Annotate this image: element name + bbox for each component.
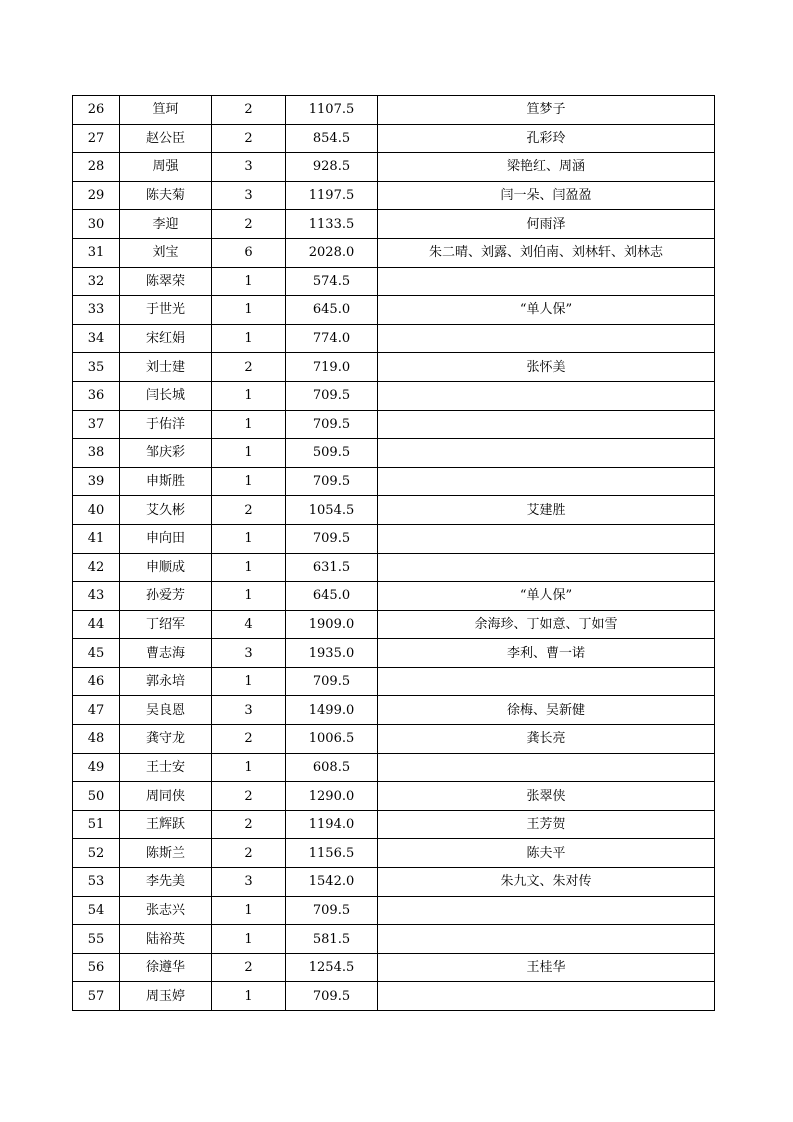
row-number-cell: 37 bbox=[73, 410, 120, 439]
head-name-cell: 于世光 bbox=[120, 296, 212, 325]
amount-cell: 2028.0 bbox=[286, 238, 378, 267]
head-name-cell: 刘宝 bbox=[120, 238, 212, 267]
table-row bbox=[73, 238, 715, 267]
head-name-cell: 曹志海 bbox=[120, 639, 212, 668]
member-count-cell: 3 bbox=[212, 696, 286, 725]
member-count-cell: 1 bbox=[212, 324, 286, 353]
row-number-cell: 30 bbox=[73, 210, 120, 239]
row-number-cell: 43 bbox=[73, 582, 120, 611]
member-count-cell: 1 bbox=[212, 381, 286, 410]
row-number-cell: 34 bbox=[73, 324, 120, 353]
row-number-cell: 55 bbox=[73, 925, 120, 954]
row-number-cell: 39 bbox=[73, 467, 120, 496]
family-members-cell: 陈夫平 bbox=[378, 839, 715, 868]
row-number-cell: 32 bbox=[73, 267, 120, 296]
member-count-cell: 3 bbox=[212, 181, 286, 210]
table-row bbox=[73, 410, 715, 439]
family-members-cell: 张翠侠 bbox=[378, 782, 715, 811]
table-row bbox=[73, 696, 715, 725]
head-name-cell: 申顺成 bbox=[120, 553, 212, 582]
amount-cell: 509.5 bbox=[286, 439, 378, 468]
family-members-cell bbox=[378, 381, 715, 410]
amount-cell: 854.5 bbox=[286, 124, 378, 153]
member-count-cell: 1 bbox=[212, 439, 286, 468]
member-count-cell: 4 bbox=[212, 610, 286, 639]
table-row bbox=[73, 467, 715, 496]
table-row bbox=[73, 124, 715, 153]
member-count-cell: 2 bbox=[212, 839, 286, 868]
household-table bbox=[72, 95, 715, 1011]
family-members-cell bbox=[378, 267, 715, 296]
family-members-cell bbox=[378, 439, 715, 468]
amount-cell: 574.5 bbox=[286, 267, 378, 296]
table-row bbox=[73, 667, 715, 696]
row-number-cell: 31 bbox=[73, 238, 120, 267]
family-members-cell bbox=[378, 982, 715, 1011]
row-number-cell: 33 bbox=[73, 296, 120, 325]
head-name-cell: 郭永培 bbox=[120, 667, 212, 696]
member-count-cell: 1 bbox=[212, 467, 286, 496]
head-name-cell: 吴良恩 bbox=[120, 696, 212, 725]
head-name-cell: 笪珂 bbox=[120, 96, 212, 125]
family-members-cell: 龚长亮 bbox=[378, 725, 715, 754]
head-name-cell: 申向田 bbox=[120, 524, 212, 553]
amount-cell: 709.5 bbox=[286, 896, 378, 925]
row-number-cell: 50 bbox=[73, 782, 120, 811]
head-name-cell: 宋红娟 bbox=[120, 324, 212, 353]
amount-cell: 1935.0 bbox=[286, 639, 378, 668]
amount-cell: 1194.0 bbox=[286, 810, 378, 839]
family-members-cell: 王桂华 bbox=[378, 953, 715, 982]
head-name-cell: 陈夫菊 bbox=[120, 181, 212, 210]
head-name-cell: 陈斯兰 bbox=[120, 839, 212, 868]
table-row bbox=[73, 181, 715, 210]
head-name-cell: 王士安 bbox=[120, 753, 212, 782]
amount-cell: 645.0 bbox=[286, 582, 378, 611]
family-members-cell bbox=[378, 753, 715, 782]
head-name-cell: 陈翠荣 bbox=[120, 267, 212, 296]
row-number-cell: 54 bbox=[73, 896, 120, 925]
amount-cell: 1133.5 bbox=[286, 210, 378, 239]
member-count-cell: 1 bbox=[212, 267, 286, 296]
family-members-cell bbox=[378, 467, 715, 496]
amount-cell: 1909.0 bbox=[286, 610, 378, 639]
family-members-cell: 闫一朵、闫盈盈 bbox=[378, 181, 715, 210]
family-members-cell: 梁艳红、周涵 bbox=[378, 153, 715, 182]
head-name-cell: 赵公臣 bbox=[120, 124, 212, 153]
member-count-cell: 1 bbox=[212, 925, 286, 954]
household-table-body bbox=[73, 96, 715, 1011]
row-number-cell: 38 bbox=[73, 439, 120, 468]
amount-cell: 709.5 bbox=[286, 667, 378, 696]
member-count-cell: 2 bbox=[212, 810, 286, 839]
member-count-cell: 2 bbox=[212, 953, 286, 982]
row-number-cell: 27 bbox=[73, 124, 120, 153]
amount-cell: 709.5 bbox=[286, 381, 378, 410]
amount-cell: 1156.5 bbox=[286, 839, 378, 868]
family-members-cell bbox=[378, 553, 715, 582]
row-number-cell: 36 bbox=[73, 381, 120, 410]
member-count-cell: 2 bbox=[212, 210, 286, 239]
member-count-cell: 3 bbox=[212, 868, 286, 897]
table-row bbox=[73, 210, 715, 239]
head-name-cell: 周同侠 bbox=[120, 782, 212, 811]
head-name-cell: 龚守龙 bbox=[120, 725, 212, 754]
family-members-cell: “单人保” bbox=[378, 296, 715, 325]
amount-cell: 709.5 bbox=[286, 410, 378, 439]
member-count-cell: 1 bbox=[212, 410, 286, 439]
amount-cell: 1197.5 bbox=[286, 181, 378, 210]
member-count-cell: 1 bbox=[212, 982, 286, 1011]
table-row bbox=[73, 725, 715, 754]
family-members-cell: 余海珍、丁如意、丁如雪 bbox=[378, 610, 715, 639]
member-count-cell: 2 bbox=[212, 353, 286, 382]
member-count-cell: 3 bbox=[212, 153, 286, 182]
head-name-cell: 申斯胜 bbox=[120, 467, 212, 496]
table-row bbox=[73, 582, 715, 611]
amount-cell: 928.5 bbox=[286, 153, 378, 182]
family-members-cell bbox=[378, 896, 715, 925]
member-count-cell: 2 bbox=[212, 96, 286, 125]
amount-cell: 645.0 bbox=[286, 296, 378, 325]
member-count-cell: 1 bbox=[212, 296, 286, 325]
row-number-cell: 42 bbox=[73, 553, 120, 582]
member-count-cell: 2 bbox=[212, 725, 286, 754]
row-number-cell: 53 bbox=[73, 868, 120, 897]
family-members-cell: 何雨泽 bbox=[378, 210, 715, 239]
row-number-cell: 29 bbox=[73, 181, 120, 210]
head-name-cell: 张志兴 bbox=[120, 896, 212, 925]
amount-cell: 608.5 bbox=[286, 753, 378, 782]
member-count-cell: 3 bbox=[212, 639, 286, 668]
member-count-cell: 1 bbox=[212, 667, 286, 696]
table-row bbox=[73, 296, 715, 325]
amount-cell: 1054.5 bbox=[286, 496, 378, 525]
family-members-cell: “单人保” bbox=[378, 582, 715, 611]
head-name-cell: 孙爱芳 bbox=[120, 582, 212, 611]
table-row bbox=[73, 353, 715, 382]
member-count-cell: 1 bbox=[212, 553, 286, 582]
row-number-cell: 45 bbox=[73, 639, 120, 668]
amount-cell: 709.5 bbox=[286, 524, 378, 553]
family-members-cell: 张怀美 bbox=[378, 353, 715, 382]
table-row bbox=[73, 982, 715, 1011]
head-name-cell: 王辉跃 bbox=[120, 810, 212, 839]
family-members-cell: 朱九文、朱对传 bbox=[378, 868, 715, 897]
head-name-cell: 徐遵华 bbox=[120, 953, 212, 982]
amount-cell: 1006.5 bbox=[286, 725, 378, 754]
family-members-cell bbox=[378, 925, 715, 954]
member-count-cell: 2 bbox=[212, 124, 286, 153]
table-row bbox=[73, 782, 715, 811]
family-members-cell bbox=[378, 324, 715, 353]
table-row bbox=[73, 610, 715, 639]
table-row bbox=[73, 324, 715, 353]
row-number-cell: 52 bbox=[73, 839, 120, 868]
member-count-cell: 2 bbox=[212, 496, 286, 525]
row-number-cell: 51 bbox=[73, 810, 120, 839]
table-row bbox=[73, 381, 715, 410]
row-number-cell: 57 bbox=[73, 982, 120, 1011]
head-name-cell: 周玉婷 bbox=[120, 982, 212, 1011]
table-row bbox=[73, 524, 715, 553]
amount-cell: 1499.0 bbox=[286, 696, 378, 725]
amount-cell: 631.5 bbox=[286, 553, 378, 582]
row-number-cell: 44 bbox=[73, 610, 120, 639]
family-members-cell: 李利、曹一诺 bbox=[378, 639, 715, 668]
table-row bbox=[73, 96, 715, 125]
amount-cell: 709.5 bbox=[286, 982, 378, 1011]
head-name-cell: 周强 bbox=[120, 153, 212, 182]
table-row bbox=[73, 953, 715, 982]
amount-cell: 1290.0 bbox=[286, 782, 378, 811]
head-name-cell: 于佑洋 bbox=[120, 410, 212, 439]
table-row bbox=[73, 439, 715, 468]
head-name-cell: 闫长城 bbox=[120, 381, 212, 410]
table-row bbox=[73, 553, 715, 582]
head-name-cell: 刘士建 bbox=[120, 353, 212, 382]
member-count-cell: 1 bbox=[212, 896, 286, 925]
head-name-cell: 艾久彬 bbox=[120, 496, 212, 525]
table-row bbox=[73, 753, 715, 782]
row-number-cell: 46 bbox=[73, 667, 120, 696]
row-number-cell: 40 bbox=[73, 496, 120, 525]
row-number-cell: 28 bbox=[73, 153, 120, 182]
family-members-cell: 朱二晴、刘露、刘伯南、刘林轩、刘林志 bbox=[378, 238, 715, 267]
table-row bbox=[73, 810, 715, 839]
head-name-cell: 邹庆彩 bbox=[120, 439, 212, 468]
head-name-cell: 陆裕英 bbox=[120, 925, 212, 954]
row-number-cell: 47 bbox=[73, 696, 120, 725]
member-count-cell: 6 bbox=[212, 238, 286, 267]
table-row bbox=[73, 496, 715, 525]
table-row bbox=[73, 639, 715, 668]
amount-cell: 581.5 bbox=[286, 925, 378, 954]
amount-cell: 719.0 bbox=[286, 353, 378, 382]
table-row bbox=[73, 925, 715, 954]
family-members-cell: 艾建胜 bbox=[378, 496, 715, 525]
member-count-cell: 1 bbox=[212, 524, 286, 553]
row-number-cell: 56 bbox=[73, 953, 120, 982]
family-members-cell: 徐梅、吴新健 bbox=[378, 696, 715, 725]
amount-cell: 1254.5 bbox=[286, 953, 378, 982]
head-name-cell: 丁绍军 bbox=[120, 610, 212, 639]
family-members-cell: 笪梦子 bbox=[378, 96, 715, 125]
family-members-cell bbox=[378, 524, 715, 553]
row-number-cell: 41 bbox=[73, 524, 120, 553]
row-number-cell: 48 bbox=[73, 725, 120, 754]
member-count-cell: 2 bbox=[212, 782, 286, 811]
table-row bbox=[73, 839, 715, 868]
member-count-cell: 1 bbox=[212, 753, 286, 782]
amount-cell: 1542.0 bbox=[286, 868, 378, 897]
table-row bbox=[73, 896, 715, 925]
row-number-cell: 26 bbox=[73, 96, 120, 125]
family-members-cell bbox=[378, 410, 715, 439]
row-number-cell: 35 bbox=[73, 353, 120, 382]
amount-cell: 774.0 bbox=[286, 324, 378, 353]
table-row bbox=[73, 868, 715, 897]
head-name-cell: 李先美 bbox=[120, 868, 212, 897]
table-row bbox=[73, 153, 715, 182]
family-members-cell bbox=[378, 667, 715, 696]
head-name-cell: 李迎 bbox=[120, 210, 212, 239]
amount-cell: 1107.5 bbox=[286, 96, 378, 125]
amount-cell: 709.5 bbox=[286, 467, 378, 496]
table-row bbox=[73, 267, 715, 296]
family-members-cell: 孔彩玲 bbox=[378, 124, 715, 153]
row-number-cell: 49 bbox=[73, 753, 120, 782]
family-members-cell: 王芳贺 bbox=[378, 810, 715, 839]
member-count-cell: 1 bbox=[212, 582, 286, 611]
